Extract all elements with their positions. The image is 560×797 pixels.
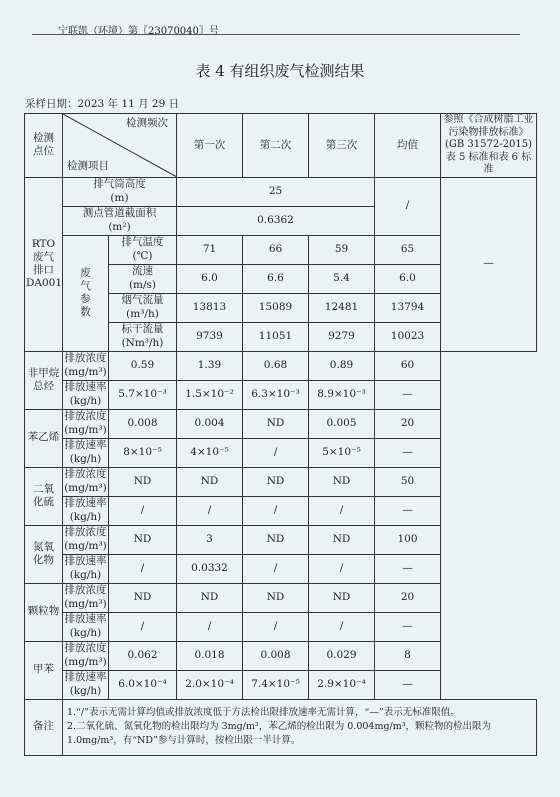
section-area-value: 0.6362 bbox=[177, 206, 375, 235]
conc-label: 排放浓度 (mg/m³) bbox=[63, 583, 109, 612]
rate-label: 排放速率 (kg/h) bbox=[63, 612, 109, 641]
conc-value: 0.018 bbox=[177, 641, 243, 670]
params-standard-dash: — bbox=[441, 177, 537, 351]
conc-value: ND bbox=[177, 467, 243, 496]
std-flow-label: 标干流量 (Nm³/h) bbox=[109, 322, 177, 351]
rate-standard: — bbox=[375, 496, 441, 525]
pollutant-name: 颗粒物 bbox=[25, 583, 63, 641]
rate-value: 5×10⁻⁵ bbox=[309, 438, 375, 467]
conc-value: ND bbox=[309, 525, 375, 554]
flow-speed-c3: 5.4 bbox=[309, 264, 375, 293]
rate-value: / bbox=[243, 554, 309, 583]
rate-value: / bbox=[177, 612, 243, 641]
conc-standard: 60 bbox=[375, 351, 441, 380]
conc-standard: 20 bbox=[375, 409, 441, 438]
rate-label: 排放速率 (kg/h) bbox=[63, 554, 109, 583]
note-line-1: 1.“/”表示无需计算均值或排放浓度低于方法检出限排放速率无需计算，“—”表示无标准限值。 bbox=[67, 706, 460, 718]
std-flow-c1: 9739 bbox=[177, 322, 243, 351]
rate-value: 2.9×10⁻⁴ bbox=[309, 670, 375, 699]
temp-avg: 65 bbox=[375, 235, 441, 264]
rate-value: / bbox=[109, 496, 177, 525]
conc-value: ND bbox=[109, 583, 177, 612]
header-avg: 均值 bbox=[375, 114, 441, 178]
pollutant-name: 氮氧 化物 bbox=[25, 525, 63, 583]
conc-value: ND bbox=[309, 583, 375, 612]
rate-value: 6.0×10⁻⁴ bbox=[109, 670, 177, 699]
flue-flow-c1: 13813 bbox=[177, 293, 243, 322]
flue-flow-c2: 15089 bbox=[243, 293, 309, 322]
header-c1: 第一次 bbox=[177, 114, 243, 178]
header-diagonal-cell bbox=[63, 114, 177, 178]
conc-value: 0.004 bbox=[177, 409, 243, 438]
header-item: 检测项目 bbox=[67, 160, 109, 173]
flow-speed-c1: 6.0 bbox=[177, 264, 243, 293]
rate-value: 4×10⁻⁵ bbox=[177, 438, 243, 467]
pollutant-rows bbox=[25, 351, 537, 699]
rate-value: / bbox=[309, 612, 375, 641]
rate-label: 排放速率 (kg/h) bbox=[63, 438, 109, 467]
flue-flow-c3: 12481 bbox=[309, 293, 375, 322]
pollutant-name: 甲苯 bbox=[25, 641, 63, 699]
std-flow-c3: 9279 bbox=[309, 322, 375, 351]
conc-value: 0.029 bbox=[309, 641, 375, 670]
conc-label: 排放浓度 (mg/m³) bbox=[63, 641, 109, 670]
rate-value: / bbox=[243, 496, 309, 525]
conc-value: 0.008 bbox=[109, 409, 177, 438]
rate-standard: — bbox=[375, 438, 441, 467]
gas-params-group: 废 气 参 数 bbox=[63, 235, 109, 351]
conc-value: ND bbox=[243, 583, 309, 612]
pollutant-name: 苯乙烯 bbox=[25, 409, 63, 467]
rate-value: 5.7×10⁻³ bbox=[109, 380, 177, 409]
conc-label: 排放浓度 (mg/m³) bbox=[63, 525, 109, 554]
temp-label: 排气温度 (℃) bbox=[109, 235, 177, 264]
flue-flow-avg: 13794 bbox=[375, 293, 441, 322]
conc-value: 1.39 bbox=[177, 351, 243, 380]
sample-date: 采样日期：2023 年 11 月 29 日 bbox=[25, 98, 180, 110]
header-c3: 第三次 bbox=[309, 114, 375, 178]
rate-value: 8×10⁻⁵ bbox=[109, 438, 177, 467]
rate-standard: — bbox=[375, 554, 441, 583]
flow-speed-c2: 6.6 bbox=[243, 264, 309, 293]
conc-label: 排放浓度 (mg/m³) bbox=[63, 351, 109, 380]
stack-height-value: 25 bbox=[177, 177, 375, 206]
conc-value: 0.005 bbox=[309, 409, 375, 438]
notes-text bbox=[63, 699, 537, 755]
flow-speed-avg: 6.0 bbox=[375, 264, 441, 293]
rate-value: 0.0332 bbox=[177, 554, 243, 583]
conc-standard: 100 bbox=[375, 525, 441, 554]
rate-value: / bbox=[109, 554, 177, 583]
rate-value: 7.4×10⁻⁵ bbox=[243, 670, 309, 699]
std-flow-avg: 10023 bbox=[375, 322, 441, 351]
header-rule bbox=[32, 34, 520, 35]
rate-label: 排放速率 (kg/h) bbox=[63, 670, 109, 699]
header-standard: 参照《合成树脂工业污染物排放标准》(GB 31572-2015)表 5 标准和表 6 标准 bbox=[441, 114, 537, 178]
conc-value: ND bbox=[177, 583, 243, 612]
conc-label: 排放浓度 (mg/m³) bbox=[63, 409, 109, 438]
rate-standard: — bbox=[375, 380, 441, 409]
rate-value: 2.0×10⁻⁴ bbox=[177, 670, 243, 699]
rate-value: / bbox=[177, 496, 243, 525]
std-flow-c2: 11051 bbox=[243, 322, 309, 351]
rate-value: 8.9×10⁻³ bbox=[309, 380, 375, 409]
rate-standard: — bbox=[375, 612, 441, 641]
conc-standard: 8 bbox=[375, 641, 441, 670]
rate-value: 1.5×10⁻² bbox=[177, 380, 243, 409]
page-title: 表 4 有组织废气检测结果 bbox=[195, 62, 365, 80]
flow-speed-label: 流速 (m/s) bbox=[109, 264, 177, 293]
avg-slash: / bbox=[375, 177, 441, 235]
section-area-label: 测点管道截面积 (m²) bbox=[63, 206, 177, 235]
conc-value: 0.59 bbox=[109, 351, 177, 380]
results-table bbox=[24, 113, 537, 756]
temp-c1: 71 bbox=[177, 235, 243, 264]
pollutant-name: 二氧 化硫 bbox=[25, 467, 63, 525]
temp-c3: 59 bbox=[309, 235, 375, 264]
note-line-2: 2.二氧化硫、氮氧化物的检出限均为 3mg/m³，苯乙烯的检出限为 0.004mg/m³，颗粒物的检出限为 1.0mg/m³，有“ND”参与计算时，按检出限一半计算。 bbox=[67, 720, 492, 747]
document-id: 宁联凯（环境）第〖23070040〗号 bbox=[58, 26, 219, 37]
conc-label: 排放浓度 (mg/m³) bbox=[63, 467, 109, 496]
conc-value: 0.68 bbox=[243, 351, 309, 380]
conc-value: 0.008 bbox=[243, 641, 309, 670]
header-point: 检测 点位 bbox=[25, 114, 63, 178]
rate-value: 6.3×10⁻³ bbox=[243, 380, 309, 409]
conc-value: 0.062 bbox=[109, 641, 177, 670]
notes-label: 备注 bbox=[25, 699, 63, 755]
stack-height-label: 排气筒高度 (m) bbox=[63, 177, 177, 206]
conc-value: ND bbox=[309, 467, 375, 496]
rate-value: / bbox=[243, 612, 309, 641]
conc-standard: 50 bbox=[375, 467, 441, 496]
flue-flow-label: 烟气流量 (m³/h) bbox=[109, 293, 177, 322]
site-label: RTO 废气 排口 DA001 bbox=[25, 177, 63, 351]
rate-label: 排放速率 (kg/h) bbox=[63, 380, 109, 409]
conc-value: ND bbox=[109, 467, 177, 496]
rate-standard: — bbox=[375, 670, 441, 699]
temp-c2: 66 bbox=[243, 235, 309, 264]
rate-value: / bbox=[309, 496, 375, 525]
conc-standard: 20 bbox=[375, 583, 441, 612]
header-freq: 检测频次 bbox=[126, 117, 168, 129]
conc-value: ND bbox=[109, 525, 177, 554]
header-c2: 第二次 bbox=[243, 114, 309, 178]
rate-label: 排放速率 (kg/h) bbox=[63, 496, 109, 525]
conc-value: ND bbox=[243, 525, 309, 554]
conc-value: ND bbox=[243, 409, 309, 438]
pollutant-name: 非甲烷 总烃 bbox=[25, 351, 63, 409]
conc-value: 3 bbox=[177, 525, 243, 554]
conc-value: ND bbox=[243, 467, 309, 496]
conc-value: 0.89 bbox=[309, 351, 375, 380]
rate-value: / bbox=[309, 554, 375, 583]
rate-value: / bbox=[243, 438, 309, 467]
rate-value: / bbox=[109, 612, 177, 641]
